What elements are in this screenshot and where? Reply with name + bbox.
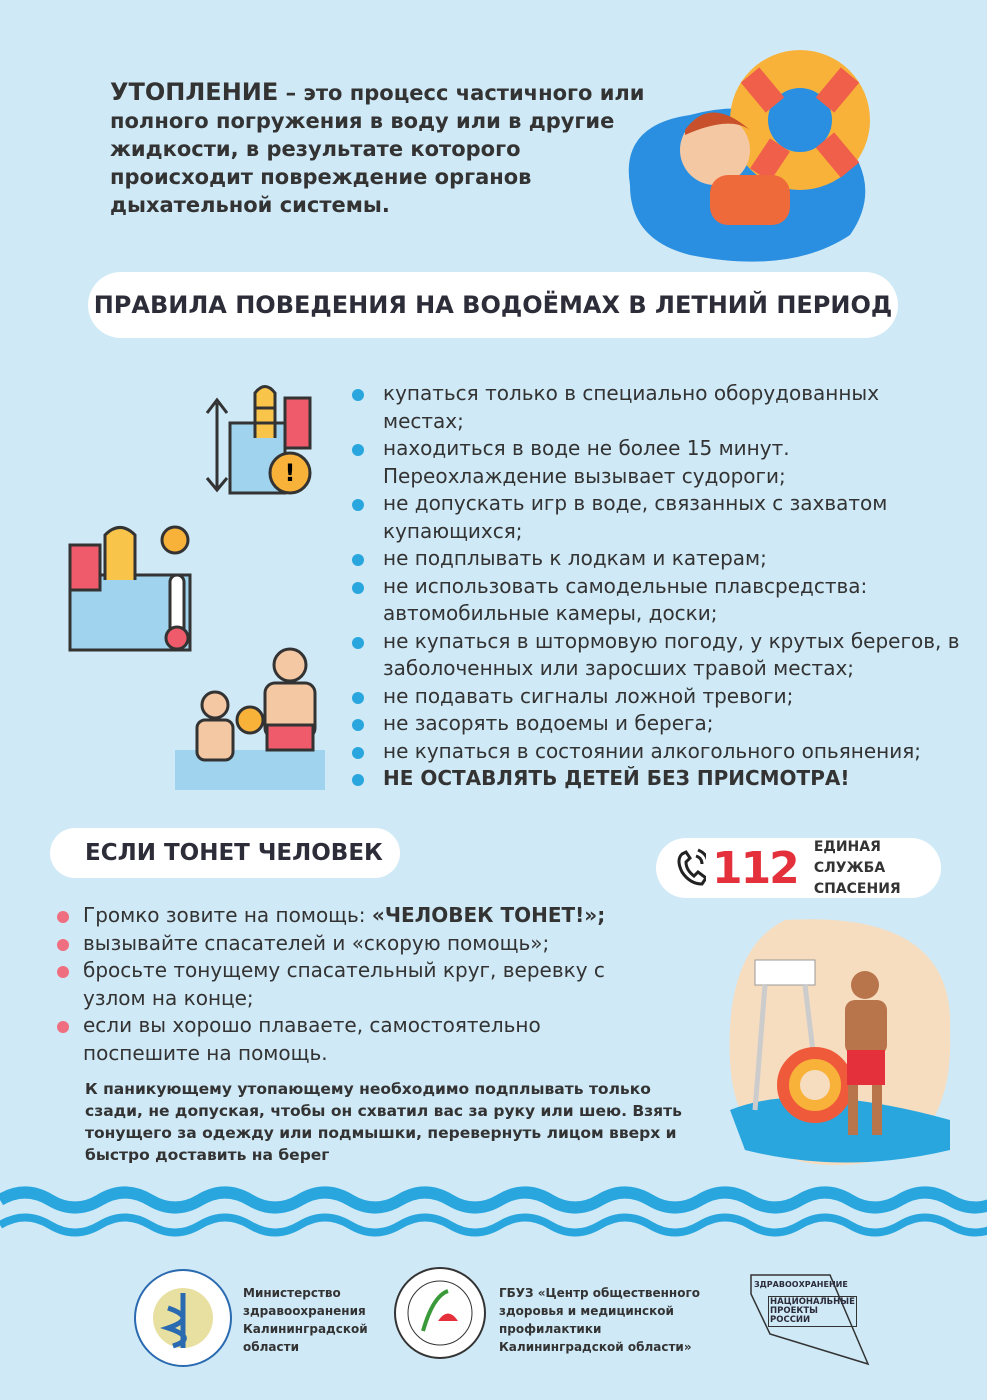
national-projects-logo (750, 1274, 870, 1364)
footer (0, 1250, 987, 1400)
emergency-label: ЕДИНАЯ СЛУЖБА (813, 838, 886, 876)
org-line: здравоохранения (243, 1304, 366, 1318)
org-line: Калининградской области» (499, 1340, 692, 1354)
org-line: Министерство (243, 1286, 341, 1300)
wave-divider (0, 1180, 987, 1240)
org-line: ПРОЕКТЫ (770, 1306, 818, 1316)
intro-text: – это процесс частичного или полного погружения в воду или в другие жидкости, в результате которого происходит повреждение органов дыхательной системы. (110, 81, 645, 217)
rule-item: не использовать самодельные плавсредства: автомобильные камеры, доски; (350, 573, 960, 628)
lifeguard-illustration (725, 910, 955, 1175)
org-line: РОССИИ (770, 1315, 811, 1325)
step-emphasis: «ЧЕЛОВЕК ТОНЕТ!»; (371, 903, 606, 927)
rescue-note: К паникующему утопающему необходимо подплывать только сзади, не допуская, чтобы он схватил вас за руку или шею. Взять тонущего за одежду или подмышки, перевернуть лицом вверх и быстро доставить на берег (85, 1080, 682, 1164)
ministry-logo (133, 1268, 233, 1368)
org-line: профилактики (499, 1322, 602, 1336)
logo-text (768, 1296, 857, 1327)
health-center-logo (393, 1266, 488, 1361)
rule-item: не засорять водоемы и берега; (350, 710, 960, 738)
emergency-label: СПАСЕНИЯ (813, 880, 901, 897)
rule-item: купаться только в специально оборудованных местах; (350, 380, 960, 435)
rule-item: не допускать игр в воде, связанных с захватом купающихся; (350, 490, 960, 545)
step-text: Громко зовите на помощь: (83, 903, 372, 927)
logo-caption: ЗДРАВООХРАНЕНИЕ (754, 1280, 848, 1289)
rule-item: находиться в воде не более 15 минут. Переохлаждение вызывает судороги; (350, 435, 960, 490)
org-line: здоровья и медицинской (499, 1304, 674, 1318)
step-item: если вы хорошо плаваете, самостоятельно поспешите на помощь. (55, 1012, 635, 1067)
rule-item: не купаться в состоянии алкогольного опьянения; (350, 738, 960, 766)
pool-ladder-warning-icon (195, 378, 320, 498)
phone-icon (674, 848, 706, 888)
emergency-number: 112 (711, 842, 798, 894)
svg-text:!: ! (284, 459, 296, 487)
drowning-steps (55, 902, 635, 1067)
org-line: НАЦИОНАЛЬНЫЕ (770, 1297, 855, 1307)
step-item: вызывайте спасателей и «скорую помощь»; (55, 930, 635, 958)
rule-item: не купаться в штормовую погоду, у крутых берегов, в заболоченных или заросших травой местах; (350, 628, 960, 683)
intro-definition (110, 78, 650, 219)
rule-item: не подавать сигналы ложной тревоги; (350, 683, 960, 711)
org-line: ГБУЗ «Центр общественного (499, 1286, 700, 1300)
step-item (55, 902, 635, 930)
org-line: Калининградской (243, 1322, 368, 1336)
emergency-112-badge (656, 838, 941, 898)
intro-term: УТОПЛЕНИЕ (110, 78, 279, 106)
rules-list (350, 380, 960, 793)
org-line: области (243, 1340, 299, 1354)
ministry-name (243, 1284, 368, 1356)
drowning-child-illustration (610, 35, 890, 265)
rules-heading: ПРАВИЛА ПОВЕДЕНИЯ НА ВОДОЁМАХ В ЛЕТНИЙ ПЕРИОД (88, 272, 898, 338)
drowning-heading: ЕСЛИ ТОНЕТ ЧЕЛОВЕК (50, 828, 400, 878)
health-center-name (499, 1284, 700, 1356)
adult-child-water-icon (175, 645, 325, 790)
rule-item: не подплывать к лодкам и катерам; (350, 545, 960, 573)
step-item: бросьте тонущему спасательный круг, веревку с узлом на конце; (55, 957, 635, 1012)
rule-item: НЕ ОСТАВЛЯТЬ ДЕТЕЙ БЕЗ ПРИСМОТРА! (350, 765, 960, 793)
pool-thermometer-icon (65, 520, 205, 655)
